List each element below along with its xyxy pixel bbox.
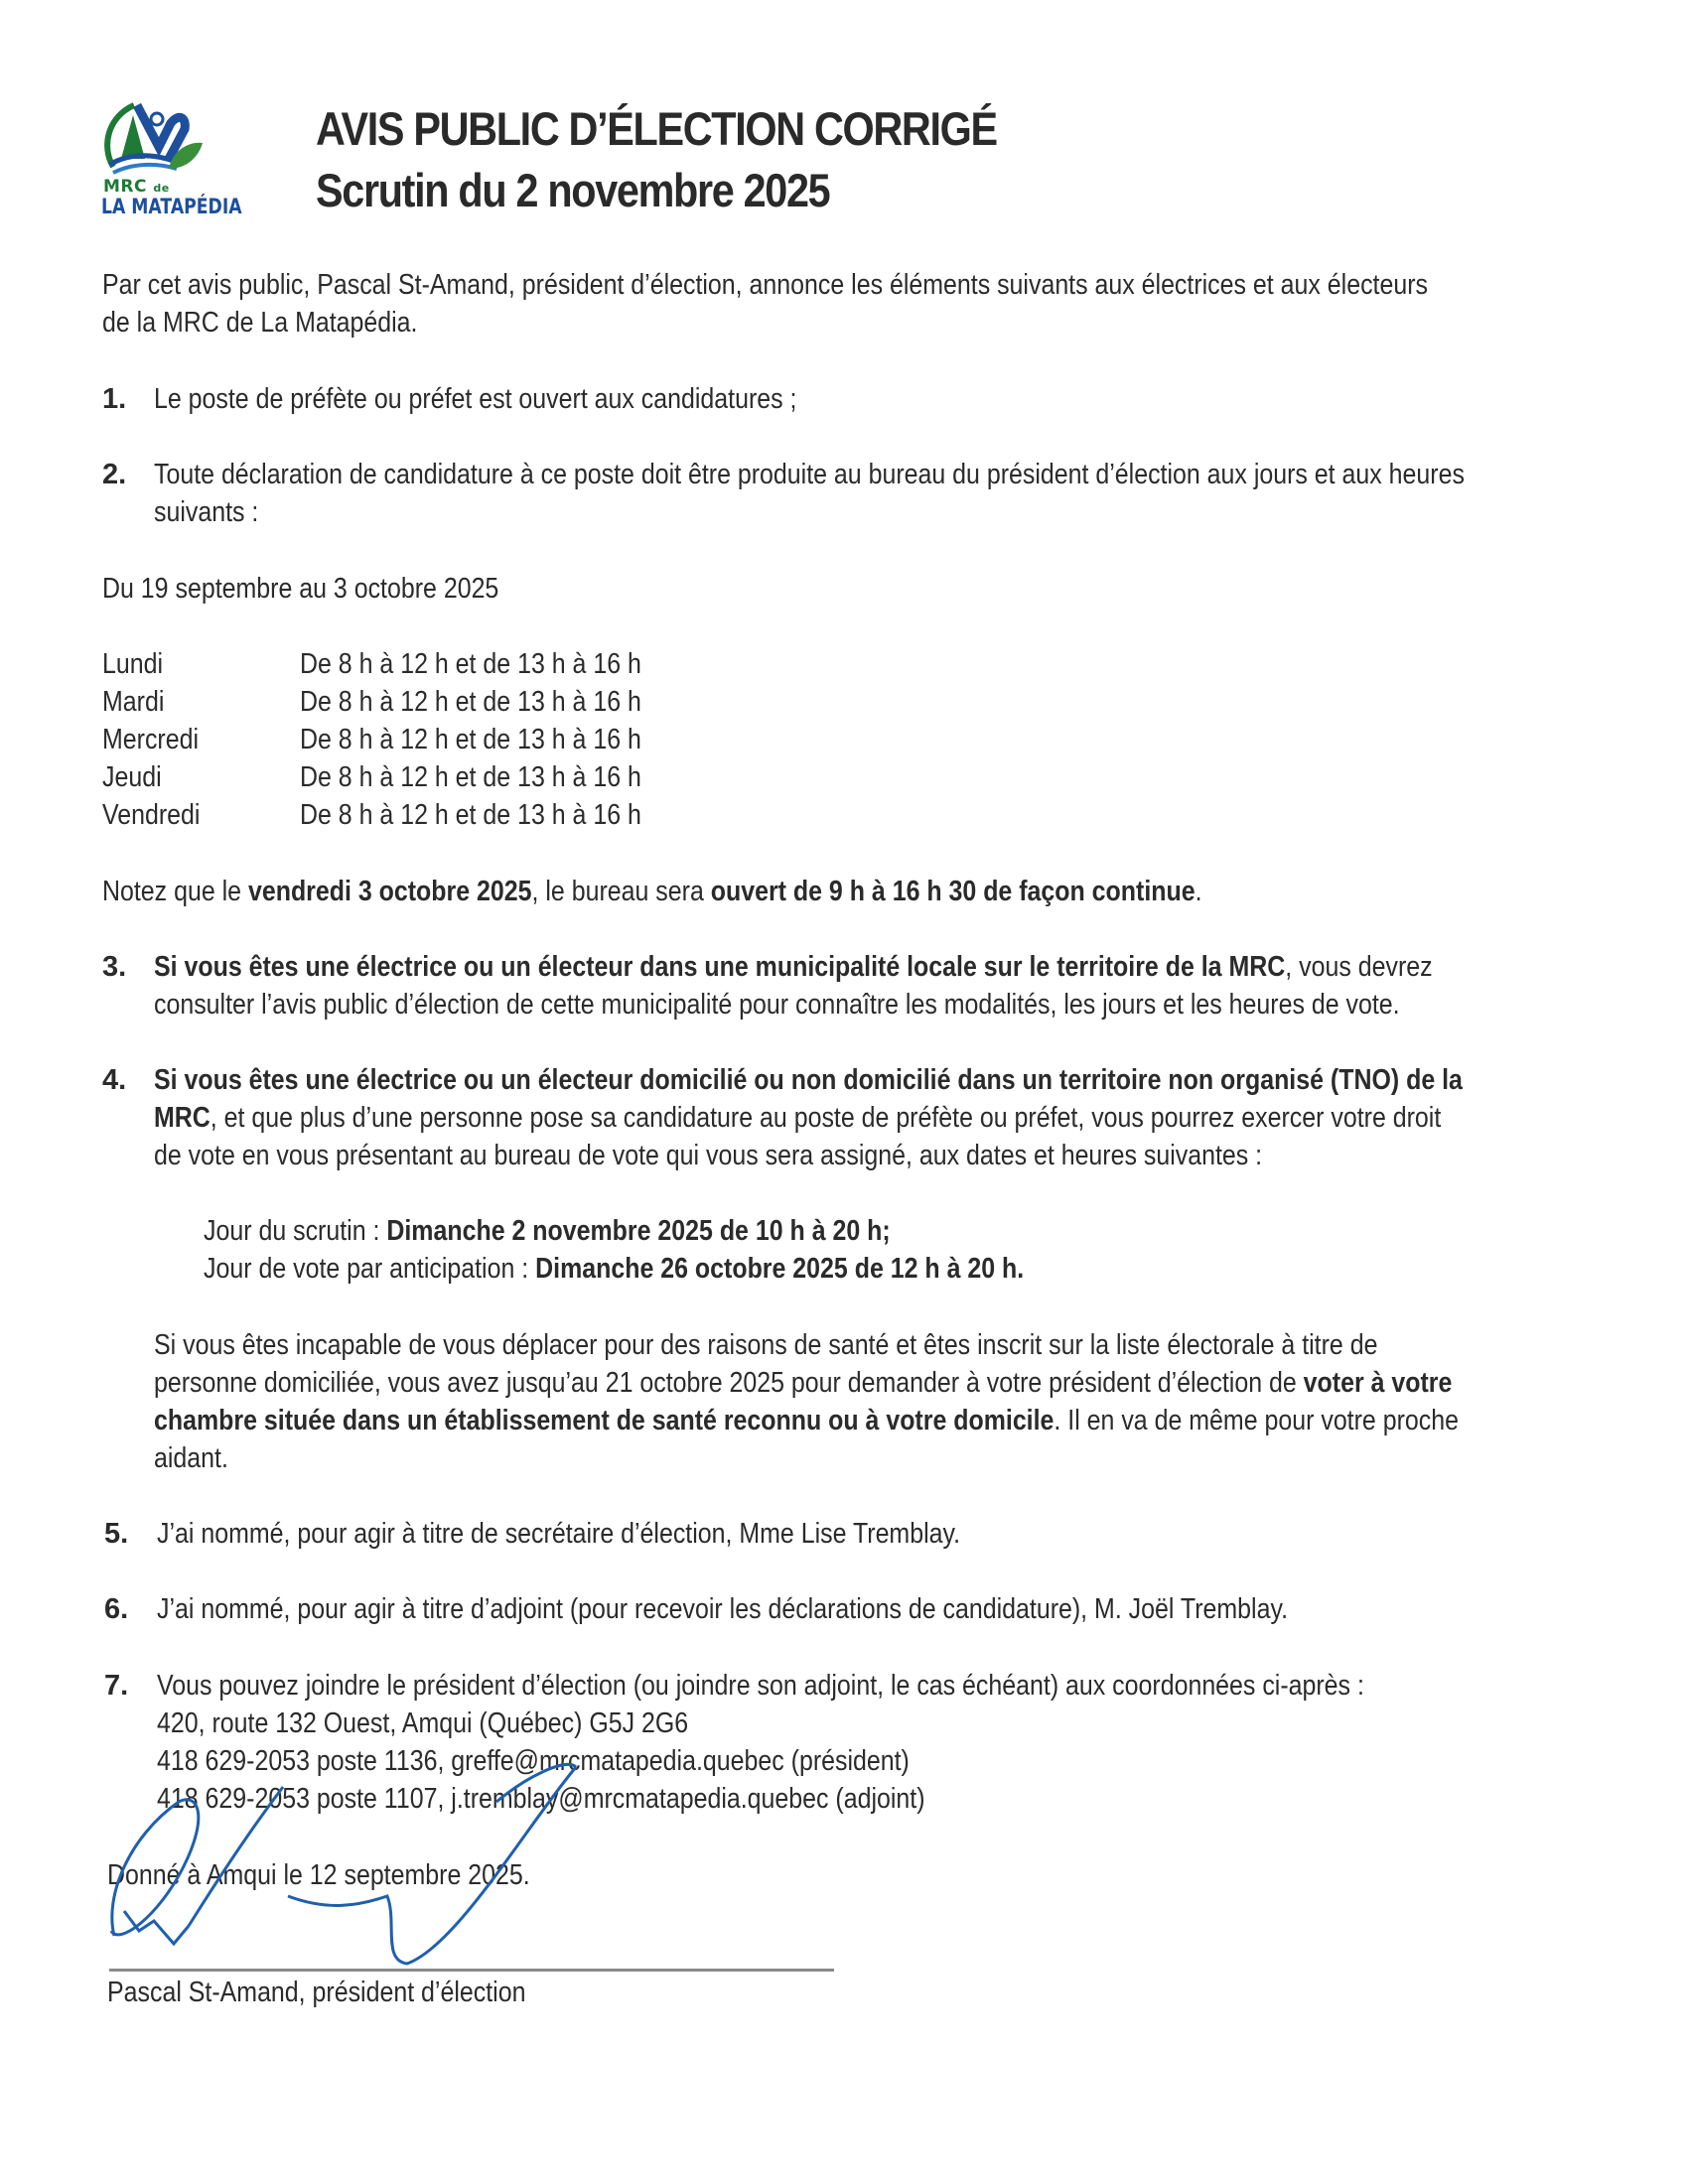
page-title: AVIS PUBLIC D’ÉLECTION CORRIGÉ: [316, 102, 997, 155]
voting-day-label: Jour du scrutin :: [204, 1215, 387, 1247]
voting-day: [204, 1212, 891, 1250]
logo-text-mrc: MRC de: [103, 177, 170, 197]
item-6-text: J’ai nommé, pour agir à titre d’adjoint (pour recevoir les déclarations de candidature), M. Joël Tremblay.: [157, 1593, 1289, 1625]
item-4-number: 4.: [102, 1064, 127, 1096]
note-date: vendredi 3 octobre 2025: [247, 876, 532, 907]
item-3-line-2: consulter l’avis public d’élection de cette municipalité pour connaître les modalités, les jours et les heures de vote.: [154, 989, 1400, 1021]
note-text: , le bureau sera: [531, 876, 711, 907]
schedule-hours: De 8 h à 12 h et de 13 h à 16 h: [300, 648, 641, 680]
contact-address: 420, route 132 Ouest, Amqui (Québec) G5J 2G6: [157, 1707, 689, 1739]
health-text: personne domiciliée, vous avez jusqu’au 21 octobre 2025 pour demander à votre président d’élection de: [154, 1367, 1304, 1399]
item-1-number: 1.: [102, 383, 127, 415]
schedule-hours: De 8 h à 12 h et de 13 h à 16 h: [300, 686, 641, 718]
health-bold: voter à votre: [1303, 1367, 1453, 1399]
item-4-bold-mrc: MRC: [154, 1102, 211, 1134]
page-subtitle: Scrutin du 2 novembre 2025: [316, 164, 830, 216]
item-4-rest: , et que plus d’une personne pose sa candidature au poste de préfète ou préfet, vous pourrez exercer votre droit: [210, 1102, 1442, 1134]
item-5-number: 5.: [104, 1518, 129, 1550]
mrc-logo-icon: [99, 97, 209, 177]
intro-line-1: Par cet avis public, Pascal St-Amand, président d’élection, annonce les éléments suivants aux électrices et aux électeurs: [102, 269, 1428, 301]
item-3-rest: , vous devrez: [1285, 951, 1433, 983]
logo-text-matapedia: LA MATAPÉDIA: [101, 195, 242, 218]
health-text: . Il en va de même pour votre proche: [1054, 1405, 1459, 1436]
signature-line: [109, 1969, 834, 1972]
schedule-note: [102, 873, 1202, 910]
health-paragraph-line-1: Si vous êtes incapable de vous déplacer pour des raisons de santé et êtes inscrit sur la liste électorale à titre de: [154, 1329, 1378, 1361]
item-2-line-2: suivants :: [154, 496, 259, 528]
schedule-day: Lundi: [102, 648, 164, 680]
health-paragraph-line-2: [154, 1364, 1452, 1402]
schedule-hours: De 8 h à 12 h et de 13 h à 16 h: [300, 761, 641, 793]
schedule-day: Jeudi: [102, 761, 162, 793]
item-4-line-2: [154, 1099, 1441, 1137]
health-paragraph-line-4: aidant.: [154, 1442, 228, 1474]
advance-voting-value: Dimanche 26 octobre 2025 de 12 h à 20 h.: [535, 1253, 1025, 1285]
note-hours: ouvert de 9 h à 16 h 30 de façon continue: [710, 876, 1196, 907]
item-4-line-3: de vote en vous présentant au bureau de vote qui vous sera assigné, aux dates et heures suivantes :: [154, 1140, 1263, 1171]
mrc-logo: [99, 97, 298, 221]
item-2-number: 2.: [102, 459, 127, 490]
schedule-period: Du 19 septembre au 3 octobre 2025: [102, 573, 499, 605]
item-7-line-1: Vous pouvez joindre le président d’élection (ou joindre son adjoint, le cas échéant) aux coordonnées ci-après :: [157, 1670, 1364, 1702]
schedule-hours: De 8 h à 12 h et de 13 h à 16 h: [300, 724, 641, 755]
item-3-bold: Si vous êtes une électrice ou un électeur dans une municipalité locale sur le territoire de la MRC: [154, 951, 1286, 983]
item-6-number: 6.: [104, 1593, 129, 1625]
advance-voting-day: [204, 1250, 1024, 1288]
item-7-number: 7.: [104, 1670, 129, 1702]
schedule-day: Mercredi: [102, 724, 200, 755]
schedule-hours: De 8 h à 12 h et de 13 h à 16 h: [300, 799, 641, 831]
given-date: Donné à Amqui le 12 septembre 2025.: [107, 1859, 530, 1891]
item-5-text: J’ai nommé, pour agir à titre de secrétaire d’élection, Mme Lise Tremblay.: [157, 1518, 961, 1550]
item-1-text: Le poste de préfète ou préfet est ouvert aux candidatures ;: [154, 383, 797, 415]
item-3-line-1: [154, 948, 1433, 986]
schedule-day: Vendredi: [102, 799, 201, 831]
voting-day-value: Dimanche 2 novembre 2025 de 10 h à 20 h;: [386, 1215, 891, 1247]
item-4-bold: Si vous êtes une électrice ou un électeur domicilié ou non domicilié dans un territoire non organisé (TNO) de la: [154, 1064, 1463, 1096]
schedule-day: Mardi: [102, 686, 165, 718]
item-3-number: 3.: [102, 951, 127, 983]
note-text: .: [1195, 876, 1202, 907]
advance-voting-label: Jour de vote par anticipation :: [204, 1253, 536, 1285]
contact-adjoint: 418 629-2053 poste 1107, j.tremblay@mrcmatapedia.quebec (adjoint): [157, 1783, 925, 1815]
contact-president: 418 629-2053 poste 1136, greffe@mrcmatapedia.quebec (président): [157, 1745, 910, 1777]
health-bold: chambre située dans un établissement de santé reconnu ou à votre domicile: [154, 1405, 1055, 1436]
item-4-line-1: [154, 1061, 1463, 1099]
item-2-line-1: Toute déclaration de candidature à ce poste doit être produite au bureau du président d’élection aux jours et aux heures: [154, 459, 1465, 490]
health-paragraph-line-3: [154, 1402, 1459, 1439]
intro-line-2: de la MRC de La Matapédia.: [102, 307, 418, 339]
signatory-name: Pascal St-Amand, président d’élection: [107, 1977, 526, 2008]
note-text: Notez que le: [102, 876, 248, 907]
